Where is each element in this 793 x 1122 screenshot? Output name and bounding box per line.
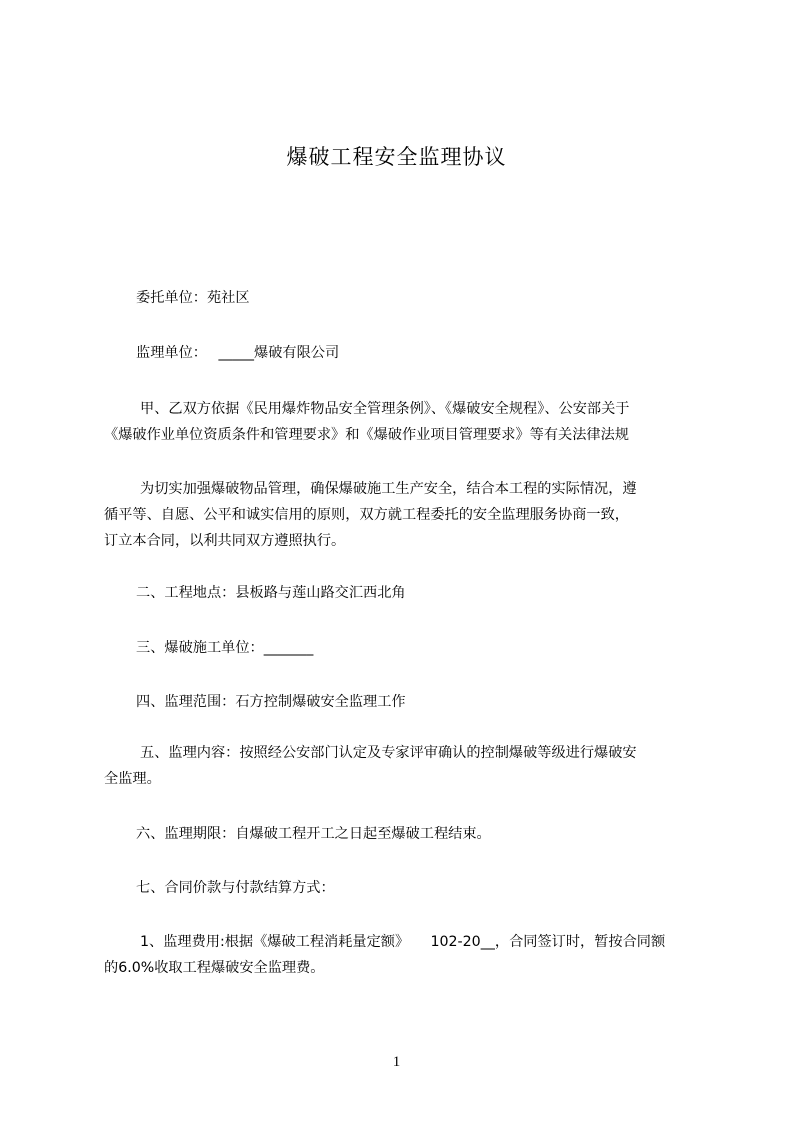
basis-line-1: 甲、乙双方依据《民用爆炸物品安全管理条例》、《爆破安全规程》、公安部关于 bbox=[140, 401, 630, 417]
document-title: 爆破工程安全监理协议 bbox=[286, 145, 507, 169]
content-line-2: 全监理。 bbox=[104, 771, 161, 787]
fee-line-1: 1、监理费用:根据《爆破工程消耗量定额》 102-20__，合同签订时，暂按合同额 bbox=[140, 934, 666, 950]
purpose-line-1: 为切实加强爆破物品管理，确保爆破施工生产安全，结合本工程的实际情况，遵 bbox=[140, 481, 637, 497]
client-line: 委托单位：苑社区 bbox=[136, 290, 250, 306]
content-line-1: 五、监理内容：按照经公安部门认定及专家评审确认的控制爆破等级进行爆破安 bbox=[140, 745, 637, 761]
fee-line-2: 的6.0%收取工程爆破安全监理费。 bbox=[104, 960, 325, 976]
basis-line-2: 《爆破作业单位资质条件和管理要求》和《爆破作业项目管理要求》等有关法律法规 bbox=[104, 427, 629, 443]
purpose-line-2: 循平等、自愿、公平和诚实信用的原则，双方就工程委托的安全监理服务协商一致， bbox=[104, 507, 629, 523]
fee-paragraph bbox=[104, 929, 708, 981]
purpose-line-3: 订立本合同，以利共同双方遵照执行。 bbox=[104, 533, 346, 549]
purpose-paragraph bbox=[104, 476, 708, 554]
page-number: 1 bbox=[392, 1054, 401, 1070]
period-line: 六、监理期限：自爆破工程开工之日起至爆破工程结束。 bbox=[136, 826, 491, 842]
contractor-line: 三、爆破施工单位：_______ bbox=[136, 640, 314, 656]
basis-paragraph bbox=[104, 396, 708, 448]
supervisor-line: 监理单位： _____爆破有限公司 bbox=[136, 345, 340, 361]
scope-line: 四、监理范围：石方控制爆破安全监理工作 bbox=[136, 694, 406, 710]
content-paragraph bbox=[104, 740, 708, 792]
location-line: 二、工程地点：县板路与莲山路交汇西北角 bbox=[136, 585, 406, 601]
payment-heading: 七、合同价款与付款结算方式： bbox=[136, 880, 335, 896]
